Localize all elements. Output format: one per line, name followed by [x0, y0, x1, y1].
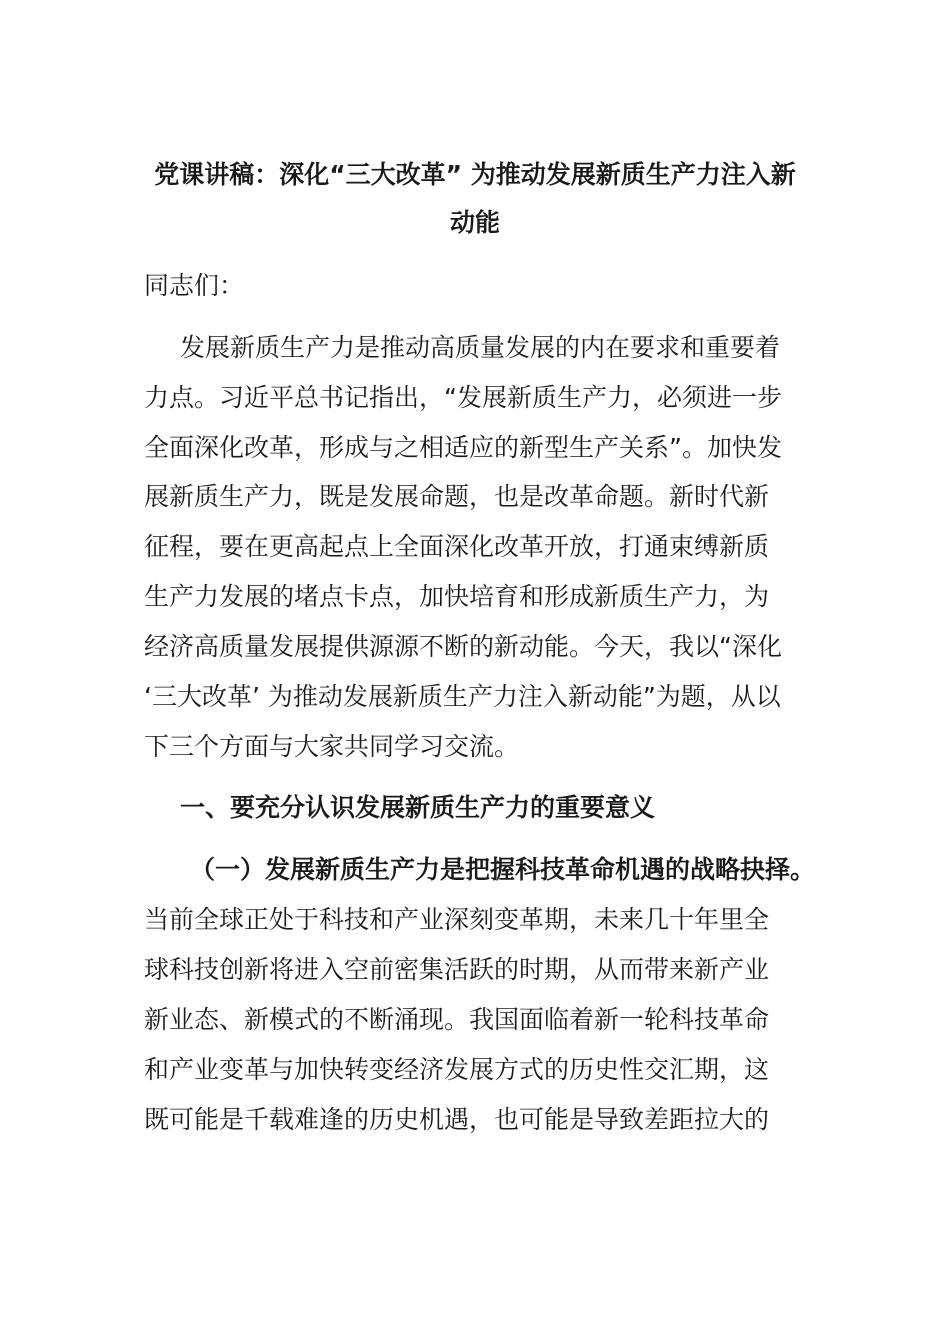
intro-line-5: 征程，要在更高起点上全面深化改革开放，打通束缚新质 — [144, 532, 770, 561]
subsection-heading-1: （一）发展新质生产力是把握科技革命机遇的战略抉择。 — [190, 855, 816, 884]
intro-line-2: 力点。习近平总书记指出，“发展新质生产力，必须进一步 — [144, 383, 782, 412]
intro-line-3: 全面深化改革，形成与之相适应的新型生产关系”。加快发 — [144, 433, 782, 462]
body-line-4: 和产业变革与加快转变经济发展方式的历史性交汇期，这 — [144, 1055, 770, 1084]
intro-line-1: 发展新质生产力是推动高质量发展的内在要求和重要着 — [180, 333, 781, 362]
body-line-5: 既可能是千载难逢的历史机遇，也可能是导致差距拉大的 — [144, 1105, 770, 1134]
intro-line-7: 经济高质量发展提供源源不断的新动能。今天，我以“深化 — [144, 632, 782, 661]
body-line-1: 当前全球正处于科技和产业深刻变革期，未来几十年里全 — [144, 905, 770, 934]
section-heading-1: 一、要充分认识发展新质生产力的重要意义 — [180, 793, 656, 822]
document-title-line-2: 动能 — [449, 208, 500, 237]
intro-line-8: ‘三大改革’ 为推动发展新质生产力注入新动能”为题，从以 — [144, 682, 781, 711]
salutation: 同志们： — [144, 271, 245, 300]
document-title-line-1: 党课讲稿：深化“三大改革” 为推动发展新质生产力注入新 — [154, 160, 796, 189]
intro-line-4: 展新质生产力，既是发展命题，也是改革命题。新时代新 — [144, 482, 770, 511]
intro-line-9: 下三个方面与大家共同学习交流。 — [144, 732, 520, 761]
body-line-2: 球科技创新将进入空前密集活跃的时期，从而带来新产业 — [144, 955, 770, 984]
intro-line-6: 生产力发展的堵点卡点，加快培育和形成新质生产力，为 — [144, 582, 770, 611]
body-line-3: 新业态、新模式的不断涌现。我国面临着新一轮科技革命 — [144, 1005, 770, 1034]
